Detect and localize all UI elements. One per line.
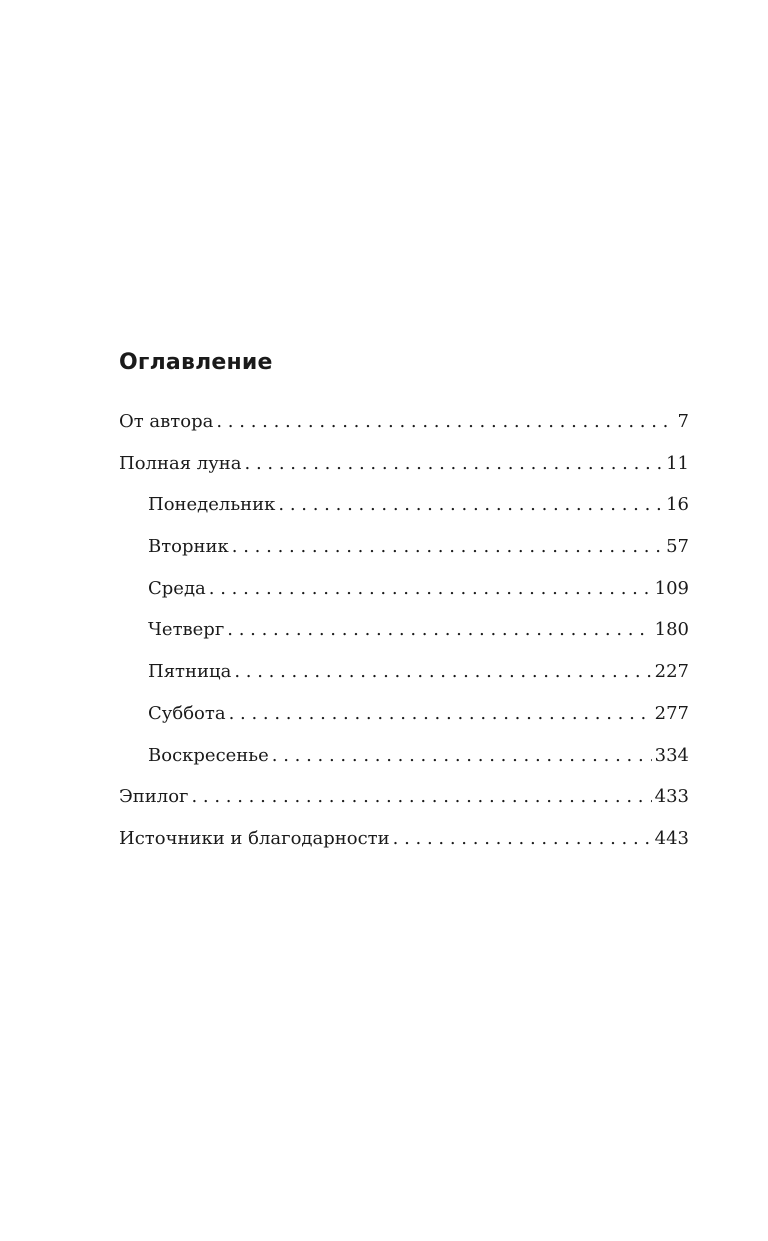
dot-leader <box>191 786 651 808</box>
toc-entry-label: Воскресенье <box>148 744 269 766</box>
toc-list <box>119 411 689 870</box>
dot-leader <box>272 745 652 767</box>
toc-entry-page: 277 <box>654 702 689 724</box>
dot-leader <box>245 453 664 475</box>
toc-entry-pyatnitsa[interactable] <box>119 661 689 703</box>
toc-entry-istochniki[interactable] <box>119 828 689 870</box>
toc-entry-label: Вторник <box>148 536 229 558</box>
dot-leader <box>216 411 674 433</box>
toc-entry-sreda[interactable] <box>119 578 689 620</box>
toc-entry-page: 57 <box>666 536 689 558</box>
toc-entry-vtornik[interactable] <box>119 536 689 578</box>
dot-leader <box>393 828 652 850</box>
toc-entry-label: От автора <box>119 411 214 432</box>
dot-leader <box>229 703 652 725</box>
dot-leader <box>232 536 663 558</box>
toc-entry-ot-avtora[interactable] <box>119 411 689 453</box>
toc-entry-label: Четверг <box>148 619 225 641</box>
toc-entry-epilog[interactable] <box>119 786 689 828</box>
toc-entry-subbota[interactable] <box>119 703 689 745</box>
toc-entry-label: Пятница <box>148 661 232 683</box>
table-of-contents <box>119 348 689 870</box>
toc-entry-label: Суббота <box>148 702 226 724</box>
toc-entry-label: Полная луна <box>119 452 242 474</box>
toc-entry-label: Понедельник <box>148 494 276 516</box>
toc-entry-page: 433 <box>654 786 689 808</box>
toc-entry-ponedelnik[interactable] <box>119 494 689 536</box>
toc-entry-label: Эпилог <box>119 786 189 808</box>
toc-entry-label: Среда <box>148 577 206 599</box>
dot-leader <box>209 578 652 600</box>
dot-leader <box>278 494 663 516</box>
toc-entry-page: 443 <box>654 827 689 849</box>
toc-entry-page: 180 <box>654 619 689 641</box>
dot-leader <box>227 619 651 641</box>
toc-entry-voskresenye[interactable] <box>119 745 689 787</box>
toc-entry-polnaya-luna[interactable] <box>119 453 689 495</box>
toc-entry-page: 7 <box>677 411 689 432</box>
toc-title: Оглавление <box>119 350 273 375</box>
toc-entry-page: 16 <box>666 494 689 516</box>
toc-entry-page: 11 <box>666 452 689 474</box>
toc-entry-page: 334 <box>654 744 689 766</box>
dot-leader <box>234 661 651 683</box>
toc-entry-label: Источники и благодарности <box>119 827 390 849</box>
toc-entry-chetverg[interactable] <box>119 619 689 661</box>
toc-entry-page: 109 <box>654 577 689 599</box>
toc-entry-page: 227 <box>654 661 689 683</box>
